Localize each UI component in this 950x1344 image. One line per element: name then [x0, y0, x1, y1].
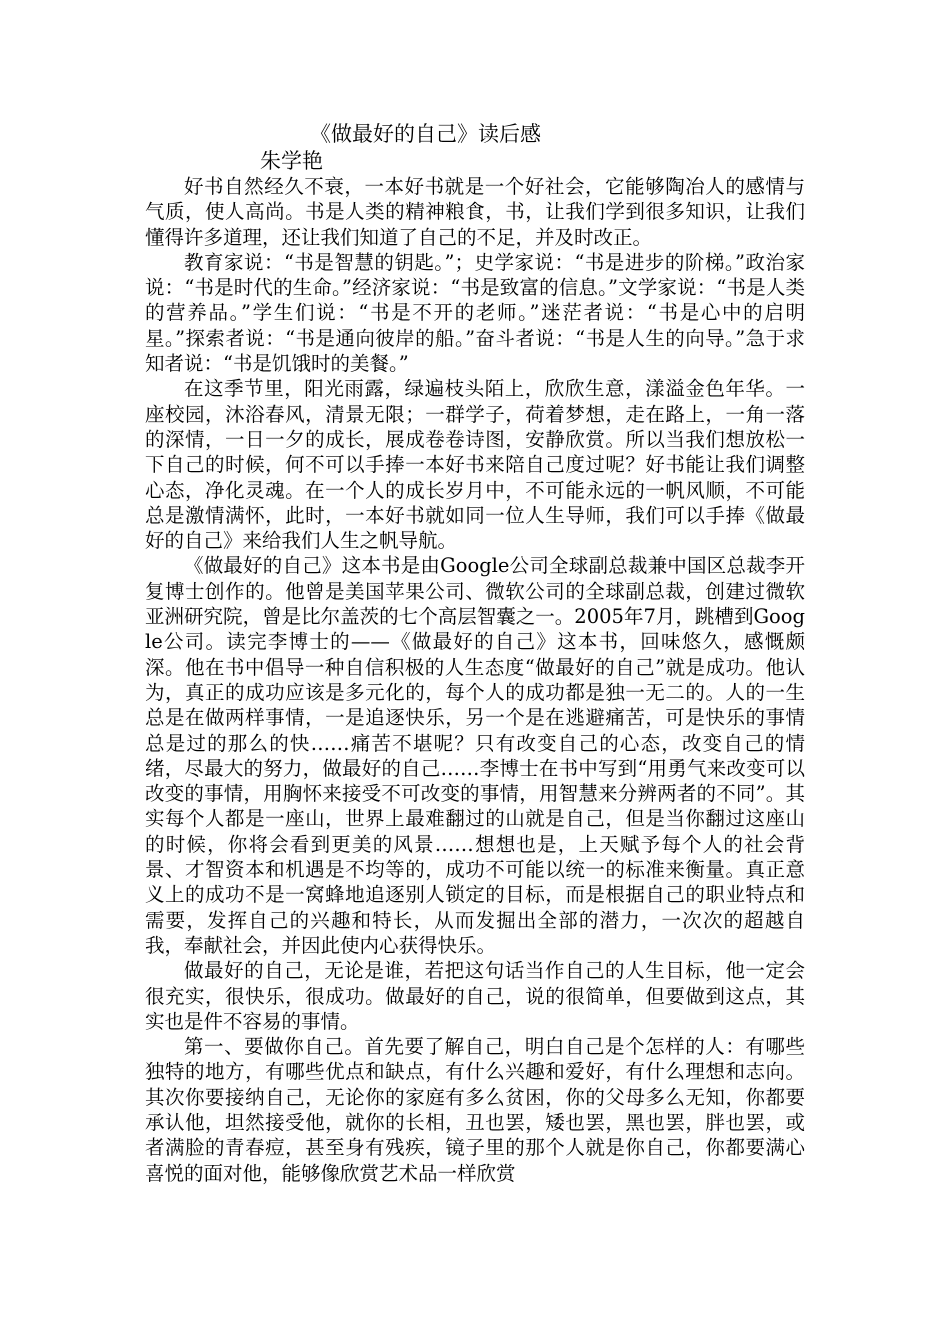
paragraph-3: 在这季节里，阳光雨露，绿遍枝头陌上，欣欣生意，漾溢金色年华。一座校园，沐浴春风，清景无限；一群学子，荷着梦想，走在路上，一角一落的深情，一日一夕的成长，展成卷卷诗图，安静欣赏。所以当我们想放松一下自己的时候，何不可以手捧一本好书来陪自己度过呢？好书能让我们调整心态，净化灵魂。在一个人的成长岁月中，不可能永远的一帆风顺，不可能总是激情满怀，此时，一本好书就如同一位人生导师，我们可以手捧《做最好的自己》来给我们人生之帆导航。	[145, 377, 805, 553]
document-page	[145, 120, 805, 1186]
paragraph-6: 第一、要做你自己。首先要了解自己，明白自己是个怎样的人：有哪些独特的地方，有哪些优点和缺点，有什么兴趣和爱好，有什么理想和志向。其次你要接纳自己，无论你的家庭有多么贫困，你的父母多么无知，你都要承认他，坦然接受他，就你的长相，丑也罢，矮也罢，黑也罢，胖也罢，或者满脸的青春痘，甚至身有残疾，镜子里的那个人就是你自己，你都要满心喜悦的面对他，能够像欣赏艺术品一样欣赏	[145, 1035, 805, 1185]
paragraph-4: 《做最好的自己》这本书是由Google公司全球副总裁兼中国区总裁李开复博士创作的。他曾是美国苹果公司、微软公司的全球副总裁，创建过微软亚洲研究院，曾是比尔盖茨的七个高层智囊之一。2005年7月，跳槽到Google公司。读完李博士的——《做最好的自己》这本书，回味悠久，感慨颇深。他在书中倡导一种自信积极的人生态度“做最好的自己”就是成功。他认为，真正的成功应该是多元化的，每个人的成功都是独一无二的。人的一生总是在做两样事情，一是追逐快乐，另一个是在逃避痛苦，可是快乐的事情总是过的那么的快……痛苦不堪呢？只有改变自己的心态，改变自己的情绪，尽最大的努力，做最好的自己……李博士在书中写到“用勇气来改变可以改变的事情，用胸怀来接受不可改变的事情，用智慧来分辨两者的不同”。其实每个人都是一座山，世界上最难翻过的山就是自己，但是当你翻过这座山的时候，你将会看到更美的风景……想想也是，上天赋予每个人的社会背景、才智资本和机遇是不均等的，成功不可能以统一的标准来衡量。真正意义上的成功不是一窝蜂地追逐别人锁定的目标，而是根据自己的职业特点和需要，发挥自己的兴趣和特长，从而发掘出全部的潜力，一次次的超越自我，奉献社会，并因此使内心获得快乐。	[145, 554, 805, 957]
document-title: 《做最好的自己》读后感	[310, 122, 541, 146]
paragraph-1: 好书自然经久不衰，一本好书就是一个好社会，它能够陶冶人的感情与气质，使人高尚。书是人类的精神粮食，书，让我们学到很多知识，让我们懂得许多道理，还让我们知道了自己的不足，并及时改正。	[145, 175, 805, 249]
document-author: 朱学艳	[260, 149, 323, 173]
paragraph-5: 做最好的自己，无论是谁，若把这句话当作自己的人生目标，他一定会很充实，很快乐，很成功。做最好的自己，说的很简单，但要做到这点，其实也是件不容易的事情。	[145, 959, 805, 1033]
paragraph-2: 教育家说：“书是智慧的钥匙。”；史学家说：“书是进步的阶梯。”政治家说：“书是时代的生命。”经济家说：“书是致富的信息。”文学家说：“书是人类的营养品。”学生们说：“书是不开的老师。”迷茫者说：“书是心中的启明星。”探索者说：“书是通向彼岸的船。”奋斗者说：“书是人生的向导。”急于求知者说：“书是饥饿时的美餐。”	[145, 250, 805, 376]
